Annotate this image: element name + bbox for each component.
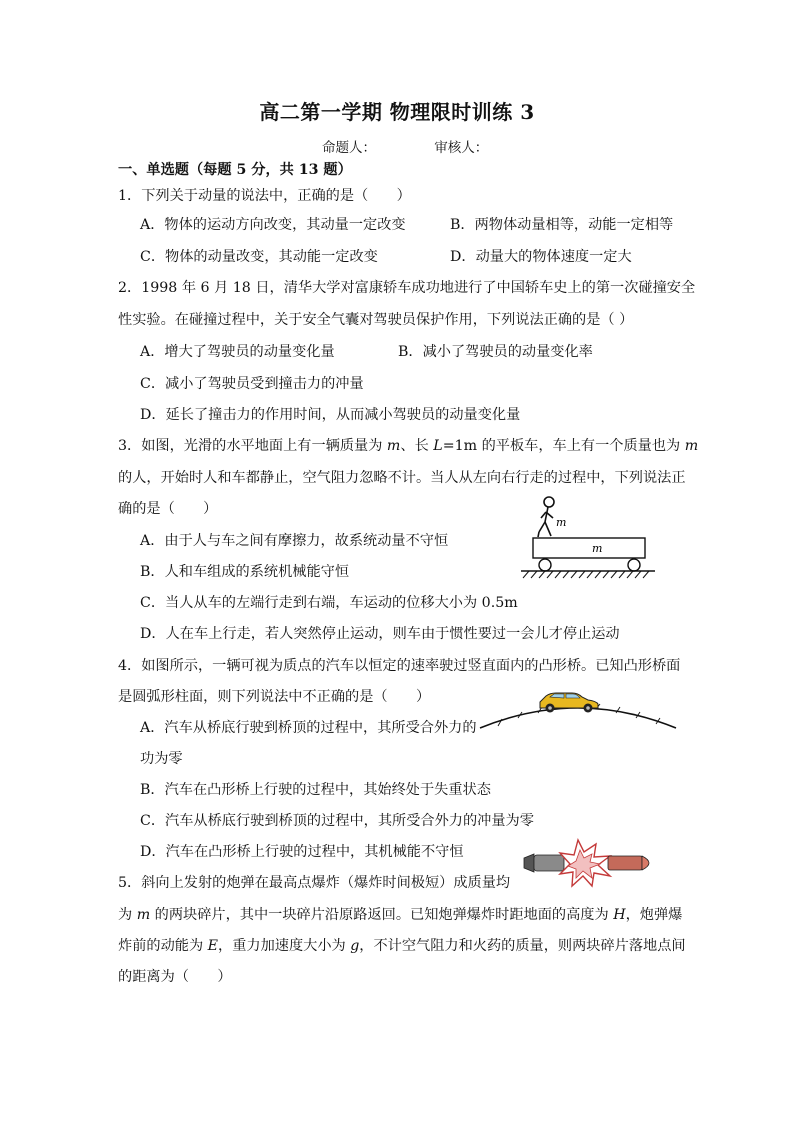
q3-option-b: B．人和车组成的系统机械能守恒 bbox=[140, 564, 350, 580]
author-reviewer-line bbox=[322, 136, 542, 156]
q2-option-a: A．增大了驾驶员的动量变化量 bbox=[140, 344, 335, 360]
q5-stem-line1: 5．斜向上发射的炮弹在最高点爆炸（爆炸时间极短）成质量均 bbox=[118, 875, 511, 891]
q3-stem-line3: 确的是（ ） bbox=[118, 501, 218, 517]
q2-option-c: C．减小了驾驶员受到撞击力的冲量 bbox=[140, 376, 364, 392]
car-bridge-figure bbox=[478, 676, 678, 736]
q2-option-b: B．减小了驾驶员的动量变化率 bbox=[398, 344, 593, 360]
ground-hatch bbox=[523, 571, 649, 578]
q3-stem-line2: 的人，开始时人和车都静止，空气阻力忽略不计。当人从左向右行走的过程中，下列说法正 bbox=[118, 470, 686, 486]
q1-option-c: C．物体的动量改变，其动能一定改变 bbox=[140, 249, 378, 265]
cart-body bbox=[533, 538, 645, 558]
q1-option-d: D．动量大的物体速度一定大 bbox=[450, 249, 632, 265]
arch-bridge bbox=[480, 708, 676, 728]
exploding-shell-figure bbox=[520, 836, 660, 890]
person-mass-label: m bbox=[556, 516, 567, 529]
q4-stem-line1: 4．如图所示，一辆可视为质点的汽车以恒定的速率驶过竖直面内的凸形桥。已知凸形桥面 bbox=[118, 658, 681, 674]
q3-stem-line1: 3．如图，光滑的水平地面上有一辆质量为 m、长 L=1m 的平板车，车上有一个质量也为 m bbox=[118, 438, 699, 454]
reviewer-label: 审核人： bbox=[434, 140, 489, 156]
explosion-icon bbox=[560, 840, 610, 886]
q3-option-c: C．当人从车的左端行走到右端，车运动的位移大小为 0.5m bbox=[140, 595, 518, 611]
person-icon bbox=[538, 497, 554, 537]
shell-fragment-left bbox=[524, 854, 564, 872]
shell-fragment-right bbox=[608, 856, 649, 870]
q3-option-a: A．由于人与车之间有摩擦力，故系统动量不守恒 bbox=[140, 533, 449, 549]
cart-wheel-right bbox=[628, 559, 640, 571]
section-heading: 一、单选题（每题 5 分，共 13 题） bbox=[118, 162, 352, 178]
page-title: 高二第一学期 物理限时训练 3 bbox=[259, 100, 535, 124]
q1-option-a: A．物体的运动方向改变，其动量一定改变 bbox=[140, 217, 406, 233]
cart-person-figure bbox=[515, 490, 665, 580]
q5-stem-line4: 的距离为（ ） bbox=[118, 969, 232, 985]
q4-option-a-line1: A．汽车从桥底行驶到桥顶的过程中，其所受合外力的 bbox=[140, 720, 477, 736]
q2-stem-line1: 2．1998 年 6 月 18 日，清华大学对富康轿车成功地进行了中国轿车史上的第一次碰撞安全 bbox=[118, 280, 696, 296]
q4-option-d: D．汽车在凸形桥上行驶的过程中，其机械能不守恒 bbox=[140, 844, 464, 860]
cart-mass-label: m bbox=[592, 542, 603, 555]
q4-option-b: B．汽车在凸形桥上行驶的过程中，其始终处于失重状态 bbox=[140, 782, 491, 798]
q3-option-d: D．人在车上行走，若人突然停止运动，则车由于惯性要过一会儿才停止运动 bbox=[140, 626, 620, 642]
car-icon bbox=[540, 693, 598, 713]
q1-option-b: B．两物体动量相等，动能一定相等 bbox=[450, 217, 674, 233]
cart-wheel-left bbox=[539, 559, 551, 571]
q4-stem-line2: 是圆弧形柱面，则下列说法中不正确的是（ ） bbox=[118, 689, 431, 705]
q4-option-a-line2: 功为零 bbox=[140, 751, 183, 767]
author-label: 命题人： bbox=[322, 140, 376, 156]
q2-stem-line2: 性实验。在碰撞过程中，关于安全气囊对驾驶员保护作用，下列说法正确的是（ ） bbox=[118, 312, 634, 328]
q2-option-d: D．延长了撞击力的作用时间，从而减小驾驶员的动量变化量 bbox=[140, 407, 521, 423]
q5-stem-line2: 为 m 的两块碎片，其中一块碎片沿原路返回。已知炮弹爆炸时距地面的高度为 H，炮弹爆 bbox=[118, 907, 683, 923]
q4-option-c: C．汽车从桥底行驶到桥顶的过程中，其所受合外力的冲量为零 bbox=[140, 813, 534, 829]
q1-stem: 1．下列关于动量的说法中，正确的是（ ） bbox=[118, 188, 411, 204]
q5-stem-line3: 炸前的动能为 E，重力加速度大小为 g，不计空气阻力和火药的质量，则两块碎片落地点间 bbox=[118, 938, 686, 954]
